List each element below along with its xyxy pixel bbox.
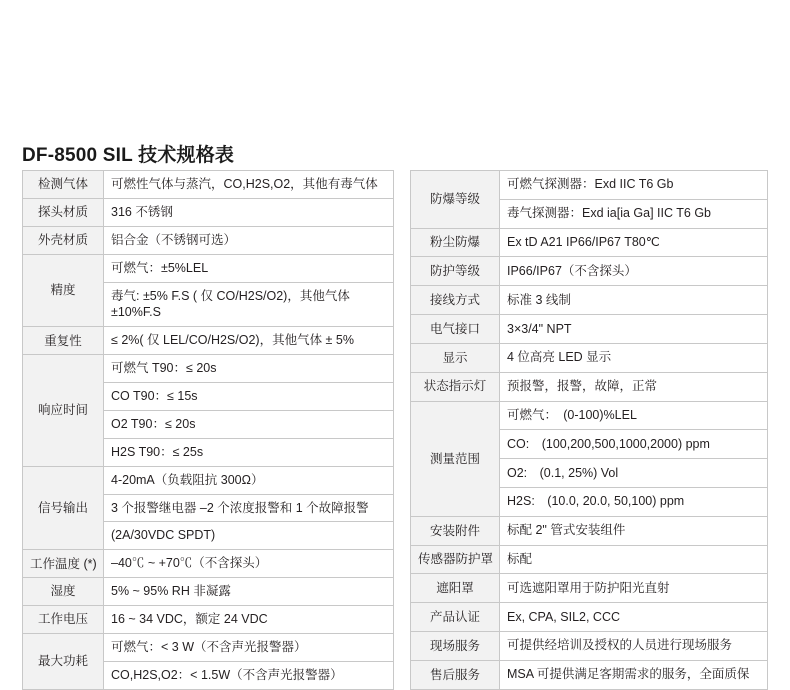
left-spec-table-body — [23, 171, 394, 690]
row-label-text: 响应时间 — [37, 403, 88, 418]
row-label-text: 湿度 — [50, 584, 76, 599]
table-row — [411, 343, 768, 372]
left-row-label-0 — [23, 171, 104, 199]
left-row-label-4 — [23, 327, 104, 355]
row-label-text: 外壳材质 — [37, 233, 88, 248]
left-row-label-1 — [23, 198, 104, 226]
table-row — [411, 632, 768, 661]
table-row — [411, 574, 768, 603]
left-row-value-6-1: 3 个报警继电器 –2 个浓度报警和 1 个故障报警 — [104, 494, 394, 522]
right-row-value-7-2: O2: (0.1, 25%) Vol — [500, 459, 768, 488]
table-row — [411, 286, 768, 315]
right-row-label-7 — [411, 401, 500, 516]
table-row — [23, 550, 394, 578]
row-label-text: 检测气体 — [37, 177, 88, 192]
row-label-text: 现场服务 — [429, 638, 480, 653]
right-row-value-1-0: Ex tD A21 IP66/IP67 T80℃ — [500, 228, 768, 257]
row-label-text: 精度 — [50, 283, 76, 298]
right-row-value-6-0: 预报警，报警，故障，正常 — [500, 372, 768, 401]
table-row — [23, 327, 394, 355]
row-label-text: 测量范围 — [429, 451, 480, 466]
right-row-value-8-0: 标配 2" 管式安装组件 — [500, 516, 768, 545]
table-row — [23, 226, 394, 254]
table-row — [411, 401, 768, 430]
spec-tables-container — [22, 170, 768, 690]
right-row-value-11-0: Ex, CPA, SIL2, CCC — [500, 603, 768, 632]
row-label-text: 产品认证 — [429, 609, 480, 624]
left-row-label-10 — [23, 633, 104, 689]
right-row-label-5 — [411, 343, 500, 372]
table-row — [23, 633, 394, 661]
right-row-label-8 — [411, 516, 500, 545]
right-row-value-7-3: H2S: (10.0, 20.0, 50,100) ppm — [500, 487, 768, 516]
left-row-value-1-0: 316 不锈钢 — [104, 198, 394, 226]
table-row — [411, 228, 768, 257]
table-row — [23, 466, 394, 494]
left-row-label-5 — [23, 355, 104, 467]
right-spec-table-body — [411, 171, 768, 690]
table-row — [23, 171, 394, 199]
left-spec-table — [22, 170, 394, 690]
table-row — [411, 257, 768, 286]
right-row-label-1 — [411, 228, 500, 257]
left-row-label-3 — [23, 254, 104, 327]
right-spec-table — [410, 170, 768, 690]
row-label-text: 售后服务 — [429, 667, 480, 682]
right-row-value-12-0: 可提供经培训及授权的人员进行现场服务 — [500, 632, 768, 661]
left-row-label-7 — [23, 550, 104, 578]
right-row-value-7-0: 可燃气： (0-100)%LEL — [500, 401, 768, 430]
table-row — [23, 578, 394, 606]
table-row — [411, 372, 768, 401]
right-row-value-10-0: 可选遮阳罩用于防护阳光直射 — [500, 574, 768, 603]
left-row-value-9-0: 16 ~ 34 VDC，额定 24 VDC — [104, 606, 394, 634]
row-label-text: 重复性 — [44, 333, 82, 348]
right-row-value-5-0: 4 位高亮 LED 显示 — [500, 343, 768, 372]
right-row-value-9-0: 标配 — [500, 545, 768, 574]
row-label-text: 防爆等级 — [429, 192, 480, 207]
right-row-label-11 — [411, 603, 500, 632]
row-label-text: 工作电压 — [37, 612, 88, 627]
left-row-value-3-0: 可燃气：±5%LEL — [104, 254, 394, 282]
right-row-label-10 — [411, 574, 500, 603]
right-row-value-3-0: 标准 3 线制 — [500, 286, 768, 315]
right-row-value-2-0: IP66/IP67（不含探头） — [500, 257, 768, 286]
right-row-label-2 — [411, 257, 500, 286]
table-row — [23, 254, 394, 282]
left-row-label-6 — [23, 466, 104, 550]
table-row — [23, 606, 394, 634]
row-label-text: 粉尘防爆 — [429, 235, 480, 250]
left-row-value-5-1: CO T90：≤ 15s — [104, 383, 394, 411]
left-row-value-6-2: (2A/30VDC SPDT) — [104, 522, 394, 550]
table-row — [411, 516, 768, 545]
table-row — [23, 198, 394, 226]
table-row — [23, 355, 394, 383]
left-row-value-5-0: 可燃气 T90：≤ 20s — [104, 355, 394, 383]
page-title: DF-8500 SIL 技术规格表 — [22, 145, 235, 166]
table-row — [411, 660, 768, 689]
right-row-label-6 — [411, 372, 500, 401]
row-label-text: 探头材质 — [37, 205, 88, 220]
right-row-label-13 — [411, 660, 500, 689]
left-row-value-4-0: ≤ 2%( 仅 LEL/CO/H2S/O2)，其他气体 ± 5% — [104, 327, 394, 355]
left-row-value-5-2: O2 T90：≤ 20s — [104, 410, 394, 438]
left-row-value-10-1: CO,H2S,O2：< 1.5W（不含声光报警器） — [104, 661, 394, 689]
right-row-label-12 — [411, 632, 500, 661]
left-row-value-3-1: 毒气: ±5% F.S ( 仅 CO/H2S/O2)，其他气体 ±10%F.S — [104, 282, 394, 327]
right-row-value-13-0: MSA 可提供满足客期需求的服务，全面质保 — [500, 660, 768, 689]
left-row-value-2-0: 铝合金（不锈钢可选） — [104, 226, 394, 254]
table-row — [411, 171, 768, 200]
right-row-value-7-1: CO: (100,200,500,1000,2000) ppm — [500, 430, 768, 459]
right-row-label-3 — [411, 286, 500, 315]
left-row-value-5-3: H2S T90：≤ 25s — [104, 438, 394, 466]
row-label-text: 遮阳罩 — [436, 581, 474, 596]
left-row-label-2 — [23, 226, 104, 254]
row-label-text: 防护等级 — [429, 264, 480, 279]
row-label-text: 安装附件 — [429, 523, 480, 538]
left-row-label-9 — [23, 606, 104, 634]
left-row-value-7-0: –40℃ ~ +70℃（不含探头） — [104, 550, 394, 578]
row-label-text: 状态指示灯 — [423, 379, 487, 394]
right-row-label-4 — [411, 315, 500, 344]
table-row — [411, 545, 768, 574]
row-label-text: 传感器防护罩 — [418, 552, 494, 567]
left-row-value-6-0: 4-20mA（负载阻抗 300Ω） — [104, 466, 394, 494]
left-row-value-8-0: 5% ~ 95% RH 非凝露 — [104, 578, 394, 606]
left-row-value-10-0: 可燃气：< 3 W（不含声光报警器） — [104, 633, 394, 661]
right-row-value-0-0: 可燃气探测器：Exd IIC T6 Gb — [500, 171, 768, 200]
right-row-label-0 — [411, 171, 500, 229]
row-label-text: 信号输出 — [37, 500, 88, 515]
left-row-value-0-0: 可燃性气体与蒸汽，CO,H2S,O2，其他有毒气体 — [104, 171, 394, 199]
row-label-text: 接线方式 — [429, 293, 480, 308]
row-label-text: 电气接口 — [429, 321, 480, 336]
table-row — [411, 315, 768, 344]
row-label-text: 工作温度 (*) — [30, 556, 97, 571]
table-row — [411, 603, 768, 632]
right-row-label-9 — [411, 545, 500, 574]
left-row-label-8 — [23, 578, 104, 606]
right-row-value-4-0: 3×3/4" NPT — [500, 315, 768, 344]
right-row-value-0-1: 毒气探测器：Exd ia[ia Ga] IIC T6 Gb — [500, 199, 768, 228]
row-label-text: 最大功耗 — [37, 654, 88, 669]
row-label-text: 显示 — [442, 350, 468, 365]
